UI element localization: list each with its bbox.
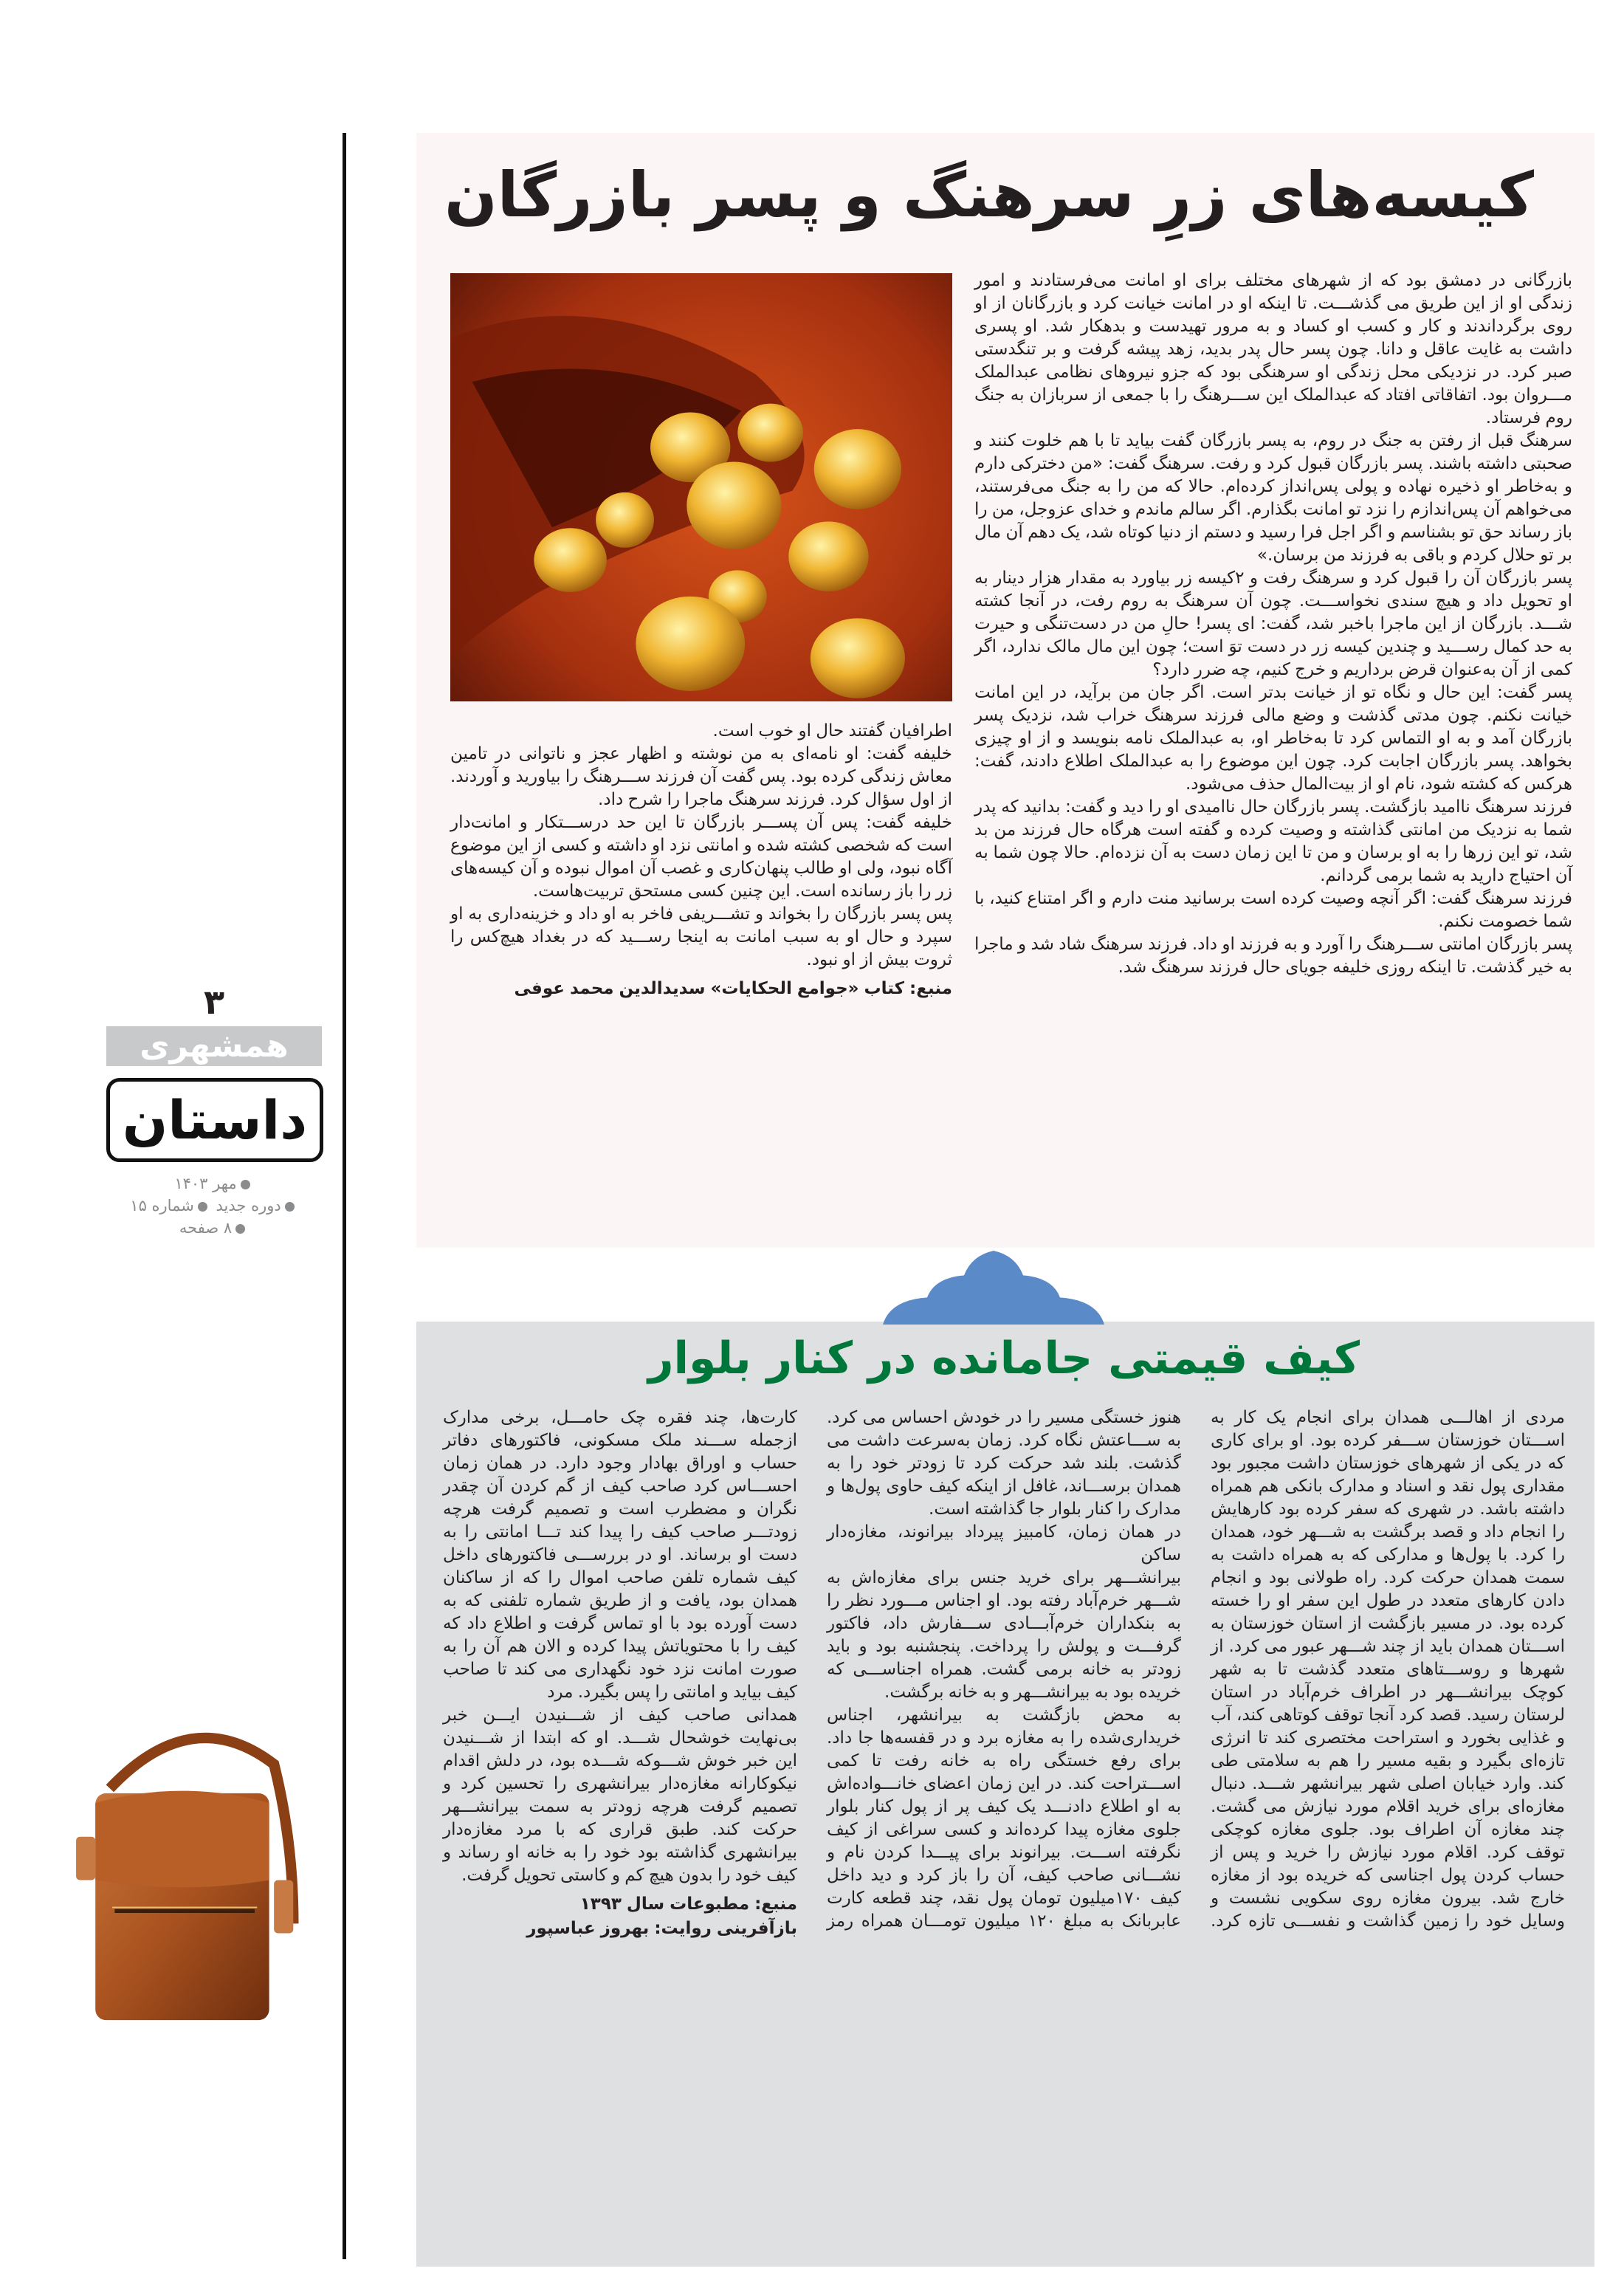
paragraph: بازرگانی در دمشق بود که از شهرهای مختلف برای او امانت می‌فرستادند و امور زندگی او از این طریق می گذشـــت. تا اینکه او در امانت خیانت کرد و بازرگانان از او روی برگرداندند و کار و کسب او کساد و به مرور تهیدست و بدهکار شد. او پسری داشت به غایت عاقل و دانا. چون پسر حال پدر بدید، زهد پیشه گرفت و بر تنگدستی صبر کرد. در نزدیکی محل زندگی او سرهنگی بود که جزو نیروهای نظامی عبدالملک مـــروان بود. اتفاقاتی افتاد که عبدالملک این ســـرهنگ را با جمعی از سربازان به جنگ روم فرستاد. (974, 271, 1572, 427)
paragraph: در همان زمان، کامبیز پیرداد بیرانوند، مغازه‌دار ساکن (827, 1522, 1181, 1564)
paragraph: به محض بازگشت به بیرانشهر، اجناس خریداری‌شده را به مغازه برد و در قفسه‌ها جا داد. برای رفع خستگی راه به خانه رفت تا کمی اســـتراحت کند. در این زمان اعضای خانـــواده‌اش به او اطلاع دادنـــد یک کیف پر از پول کنار بلوار جلوی مغازه پیدا کرده‌اند و کسی سراغی از کیف نگرفته اســـت. بیرانوند برای پیـــدا کردن نام و نشـــانی صاحب کیف، آن را باز کرد و دید داخل کیف ۱۷۰میلیون تومان پول نقد، چند قطعه کارت عابربانک به مبلغ ۱۲۰ میلیون تومـــان همراه رمز کارت‌ها، چند فقره چک حامـــل، برخی مدارک ازجمله ســـند ملک مسکونی، فاکتورهای دفاتر حساب و اوراق بهادار وجود دارد. در همان زمان احســـاس کرد صاحب کیف از گم کردن آن چقدر نگران و مضطرب است و تصمیم گرفت هرچه زودتـــر صاحب کیف را پیدا کند تـــا امانتی را به دست او برساند. او در بررســـی فاکتورهای داخل کیف شماره تلفن صاحب اموال را که از ساکنان همدان بود، یافت و از طریق شماره تلفنی که به دست آورده بود با او تماس گرفت و اطلاع داد که کیف را با محتویاتش پیدا کرده و الان هم آن را به صورت امانت نزد خود نگهداری می کند تا صاحب کیف بیاید و امانتی را پس بگیرد. مرد (443, 1408, 1181, 1931)
issue-meta (96, 1172, 332, 1239)
article-credit: بازآفرینی روایت: بهروز عباسپور (526, 1919, 797, 1938)
page-number: ۳ (203, 982, 225, 1022)
paragraph: فرزند سرهنگ ناامید بازگشت. پسر بازرگان حال ناامیدی او را دید و گفت: بدانید که پدر شما به نزدیک من امانتی گذاشته و وصیت کرده و گفته است هرگاه حال فرزند من بد شد، تو این زرها را به او برسان و من تا این زمان دست به آن نزده‌ام. حالا چون شما به آن احتیاج دارید به شما برمی گردانم. (974, 797, 1572, 885)
issue-number: دوره جدید شماره ۱۵ (96, 1195, 332, 1217)
paragraph: مردی از اهالـــی همدان برای انجام یک کار به اســـتان خوزستان ســـفر کرده بود. او برای کاری که در یکی از شهرهای خوزستان داشت مجبور بود مقداری پول نقد و اسناد و مدارک بانکی هم همراه داشته باشد. در شهری که سفر کرده بود کارهایش را انجام داد و قصد برگشت به شـــهر خود، همدان را کرد. با پول‌ها و مدارکی که به همراه داشت به سمت همدان حرکت کرد. راه طولانی بود و انجام دادن کارهای متعدد در طول این سفر او را خسته کرده بود. در مسیر بازگشت از استان خوزستان به اســـتان همدان باید از چند شـــهر عبور می کرد. از شهرها و روســـتاهای متعدد گذشت تا به شهر کوچک بیرانشـــهر در اطراف خرم‌آباد در استان لرستان رسید. قصد کرد آنجا توقف کوتاهی کند، آب و غذایی بخورد و استراحت مختصری کند تا انرژی تازه‌ای بگیرد و بقیه مسیر را هم به سلامتی طی کند. وارد خیابان اصلی شهر بیرانشهر شـــد. دنبال مغازه‌ای برای خرید اقلام مورد نیازش می گشت. چند مغازه آن اطراف بود. جلوی مغازه کوچکی توقف کرد. اقلام مورد نیازش را خرید و پس از حساب کردن پول اجناسی که خریده بود از مغازه خارج شد. بیرون مغازه روی سکویی نشست و وسایل خود را زمین گذاشت و نفســـی تازه کرد. هنوز خستگی مسیر را در خودش احساس می کرد. به ســـاعتش نگاه کرد. زمان به‌سرعت داشت می گذشت. بلند شد حرکت کرد تا زودتر خود را به همدان برســـاند، غافل از اینکه کیف حاوی پول‌ها و مدارک را کنار بلوار جا گذاشته است. (827, 1408, 1565, 1931)
paragraph: خلیفه گفت: او نامه‌ای به من نوشته و اظهار عجز و ناتوانی در تامین معاش زندگی کرده بود. پس گفت آن فرزند ســـرهنگ را بیاورید و آوردند. از اول سؤال کرد. فرزند سرهنگ ماجرا را شرح داد. (450, 744, 952, 809)
bottom-article-title: کیف قیمتی جامانده در کنار بلوار (647, 1333, 1360, 1384)
paragraph: پس پسر بازرگان را بخواند و تشـــریفی فاخر به او داد و خزینه‌داری به او سپرد و حال او به سبب امانت به اینجا رســـید که در بغداد هیچ‌کس را ثروت بیش از او نبود. (450, 904, 952, 969)
paragraph: پسر گفت: این حال و نگاه تو از خیانت بدتر است. اگر جان من برآید، در این امانت خیانت نکنم. چون مدتی گذشت و وضع مالی فرزند سرهنگ خراب شد، نزدیک پسر بازرگان آمد و به او التماس کرد تا به‌خاطر او، به عبدالملک نامه بنویسد و از او چیزی بخواهد. پسر بازرگان اجابت کرد. چون این موضوع را به عبدالملک اطلاع دادند، گفت: هرکس که کشته شود، نام او از بیت‌المال حذف می‌شود. (974, 683, 1572, 794)
bullet-icon (235, 1224, 245, 1234)
hamshahri-logo: همشهری (106, 1026, 322, 1066)
bullet-icon (285, 1202, 295, 1212)
leather-bag-photo (66, 1720, 317, 2030)
section-logo: داستان (106, 1078, 323, 1162)
paragraph: خلیفه گفت: پس آن پســـر بازرگان تا این حد درســـتکار و امانت‌دار است که شخصی کشته شده و امانتی نزد او داشته و کسی از این موضوع آگاه نبود، ولی او طالب پنهان‌کاری و غصب آن اموال نبوده و آن کیسه‌های زر را باز رسانده است. این چنین کسی مستحق تربیت‌هاست. (450, 813, 952, 901)
paragraph: فرزند سرهنگ گفت: اگر آنچه وصیت کرده است برسانید منت دارم و اگر امتناع کنید، با شما خصومت نکنم. (974, 889, 1572, 931)
paragraph: پسر بازرگان آن را قبول کرد و سرهنگ رفت و ۲کیسه زر بیاورد به مقدار هزار دینار به او تحویل داد و هیچ سندی نخواســـت. چون آن سرهنگ به روم رفت، در آنجا کشته شـــد. بازرگان از این ماجرا باخبر شد، گفت: ای پسر! حالِ من در دست‌تنگی و حیرت به حد کمال رســـید و چندین کیسه زر در دست توَ است؛ چون این مال مالک ندارد، اگر کمی از آن به‌عنوان قرض برداریم و خرج کنیم، چه ضرر دارد؟ (974, 568, 1572, 679)
article-source: منبع: کتاب «جوامع الحکایات» سدیدالدین محمد عوفی (514, 979, 952, 998)
paragraph: اطرافیان گفتند حال او خوب است. (712, 721, 952, 741)
bullet-icon (241, 1180, 250, 1189)
bottom-article-body (443, 1406, 1565, 1940)
article-source: منبع: مطبوعات سال ۱۳۹۳ (579, 1895, 797, 1914)
vertical-divider (343, 133, 346, 2259)
gold-nuggets-photo (450, 273, 952, 701)
bullet-icon (198, 1202, 207, 1212)
paragraph: بیرانشـــهر برای خرید جنس برای مغازه‌اش به شـــهر خرم‌آباد رفته بود. او اجناس مـــورد نظر را به بنکداران خرم‌آبـــادی ســـفارش داد، فاکتور گرفـــت و پولش را پرداخت. پنجشنبه بود و باید زودتر به خانه برمی گشت. همراه اجناســـی که خریده بود به بیرانشـــهر و به خانه برگشت. (827, 1568, 1181, 1702)
top-article-left-column (450, 720, 952, 1000)
page-count: ۸ صفحه (96, 1217, 332, 1239)
top-article-right-column (974, 269, 1572, 979)
top-article-title: کیسه‌های زرِ سرهنگ و پسر بازرگان (444, 159, 1535, 231)
issue-date: مهر ۱۴۰۳ (96, 1172, 332, 1195)
paragraph: همدانی صاحب کیف از شـــنیدن ایـــن خبر بی‌نهایت خوشحال شـــد. او که ابتدا از شـــنیدن این خبر خوش شـــوکه شـــده بود، در دلش اقدام نیکوکارانه مغازه‌دار بیرانشهری را تحسین کرد و تصمیم گرفت هرچه زودتر به سمت بیرانشـــهر حرکت کند. طبق قراری که با مرد مغازه‌دار بیرانشهری گذاشته بود خود را به خانه او رساند و کیف خود را بدون هیچ کم و کاستی تحویل گرفت. (443, 1706, 797, 1885)
paragraph: پسر بازرگان امانتی ســـرهنگ را آورد و به فرزند او داد. فرزند سرهنگ شاد شد و ماجرا به خیر گذشت. تا اینکه روزی خلیفه جویای حال فرزند سرهنگ شد. (974, 935, 1572, 977)
cloud-ornament-icon (883, 1251, 1104, 1325)
paragraph: سرهنگ قبل از رفتن به جنگ در روم، به پسر بازرگان گفت بیاید تا با هم خلوت کنند و صحبتی داشته باشند. پسر بازرگان قبول کرد و رفت. سرهنگ گفت: «من دخترکی دارم و به‌خاطر او ذخیره نهاده و پولی پس‌انداز کرده‌ام. حالا که من را به جنگ می‌فرستند، می‌خواهم آن پس‌اندازم را نزد تو امانت بگذارم. اگر سالم ماندم و خدای عزوجل، من را باز رساند حق تو بشناسم و اگر اجل فرا رسید و دستم از دنیا کوتاه شد، یک دهم آن مال بر تو حلال کردم و باقی به فرزند من برسان.» (974, 431, 1572, 565)
